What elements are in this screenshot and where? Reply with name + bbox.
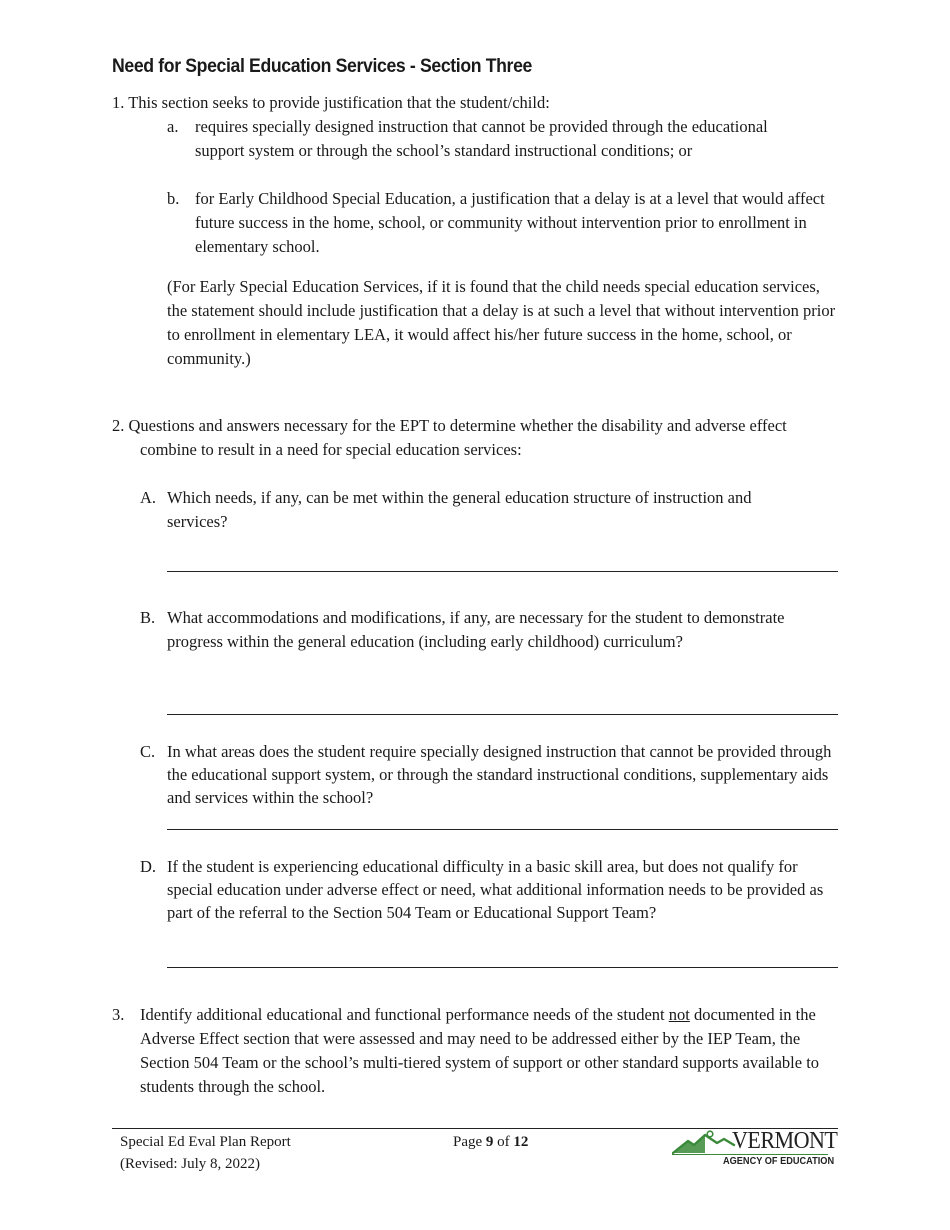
q1-a-marker: a. bbox=[167, 117, 179, 136]
page-prefix: Page bbox=[453, 1134, 486, 1150]
page-current: 9 bbox=[485, 1134, 494, 1150]
logo-rule bbox=[672, 1154, 828, 1155]
q3-text-after: documented in the Adverse Effect section that were assessed and may need to be addressed either by the IEP Team, the Section 504 Team or the school’s multi-tiered system of support or other standard supports available to students through the school. bbox=[140, 1005, 820, 1096]
mountain-logo-icon bbox=[672, 1130, 736, 1156]
q2-A-answer-line[interactable] bbox=[167, 571, 838, 572]
q2-B-answer-line[interactable] bbox=[167, 714, 838, 715]
q3-marker: 3. bbox=[112, 1005, 125, 1024]
q2-C-text: In what areas does the student require specially designed instruction that cannot be provided through the educational support system, or through the standard instructional conditions, supplementary aids and services within the school? bbox=[167, 742, 832, 807]
footer-revised: (Revised: July 8, 2022) bbox=[120, 1156, 260, 1172]
vermont-aoe-logo bbox=[672, 1128, 838, 1172]
q2-B-marker: B. bbox=[140, 608, 156, 627]
logo-agency-text: AGENCY OF EDUCATION bbox=[723, 1156, 835, 1167]
footer-report-title: Special Ed Eval Plan Report bbox=[120, 1134, 291, 1150]
q2-D-marker: D. bbox=[140, 857, 157, 876]
q3-text-not: not bbox=[668, 1005, 690, 1024]
q2-A-marker: A. bbox=[140, 488, 157, 507]
logo-vermont-text: VERMONT bbox=[732, 1128, 838, 1154]
footer-page-number bbox=[453, 1131, 528, 1153]
q2-intro: 2. Questions and answers necessary for the EPT to determine whether the disability and adverse effect combine to result in a need for special education services: bbox=[112, 416, 787, 459]
q3-text-before: Identify additional educational and functional performance needs of the student bbox=[140, 1005, 669, 1024]
q2-C-marker: C. bbox=[140, 742, 156, 761]
q2-D-text: If the student is experiencing educational difficulty in a basic skill area, but does not qualify for special education under adverse effect or need, what additional information needs to be provided as part of the referral to the Section 504 Team or Educational Support Team? bbox=[167, 857, 824, 922]
section-heading: Need for Special Education Services - Section Three bbox=[112, 56, 532, 77]
q1-b-marker: b. bbox=[167, 189, 180, 208]
page-total: 12 bbox=[513, 1134, 529, 1150]
q1-intro: 1. This section seeks to provide justification that the student/child: bbox=[112, 93, 550, 112]
q2-A-text: Which needs, if any, can be met within the general education structure of instruction and services? bbox=[167, 488, 752, 531]
q1-a-text: requires specially designed instruction that cannot be provided through the educational support system or through the school’s standard instructional conditions; or bbox=[195, 117, 768, 160]
q1-b-text: for Early Childhood Special Education, a justification that a delay is at a level that would affect future success in the home, school, or community without intervention prior to enrollment in elementary school. bbox=[195, 189, 825, 256]
q1-note: (For Early Special Education Services, if it is found that the child needs special education services, the statement should include justification that a delay is at such a level that without intervention prior to enrollment in elementary LEA, it would affect his/her future success in the home, school, or community.) bbox=[167, 277, 836, 368]
q3-text bbox=[140, 1003, 840, 1099]
q2-C-answer-line[interactable] bbox=[167, 829, 838, 830]
page-of: of bbox=[493, 1134, 514, 1150]
q2-D-answer-line[interactable] bbox=[167, 967, 838, 968]
q2-B-text: What accommodations and modifications, if any, are necessary for the student to demonstrate progress within the general education (including early childhood) curriculum? bbox=[167, 608, 785, 651]
